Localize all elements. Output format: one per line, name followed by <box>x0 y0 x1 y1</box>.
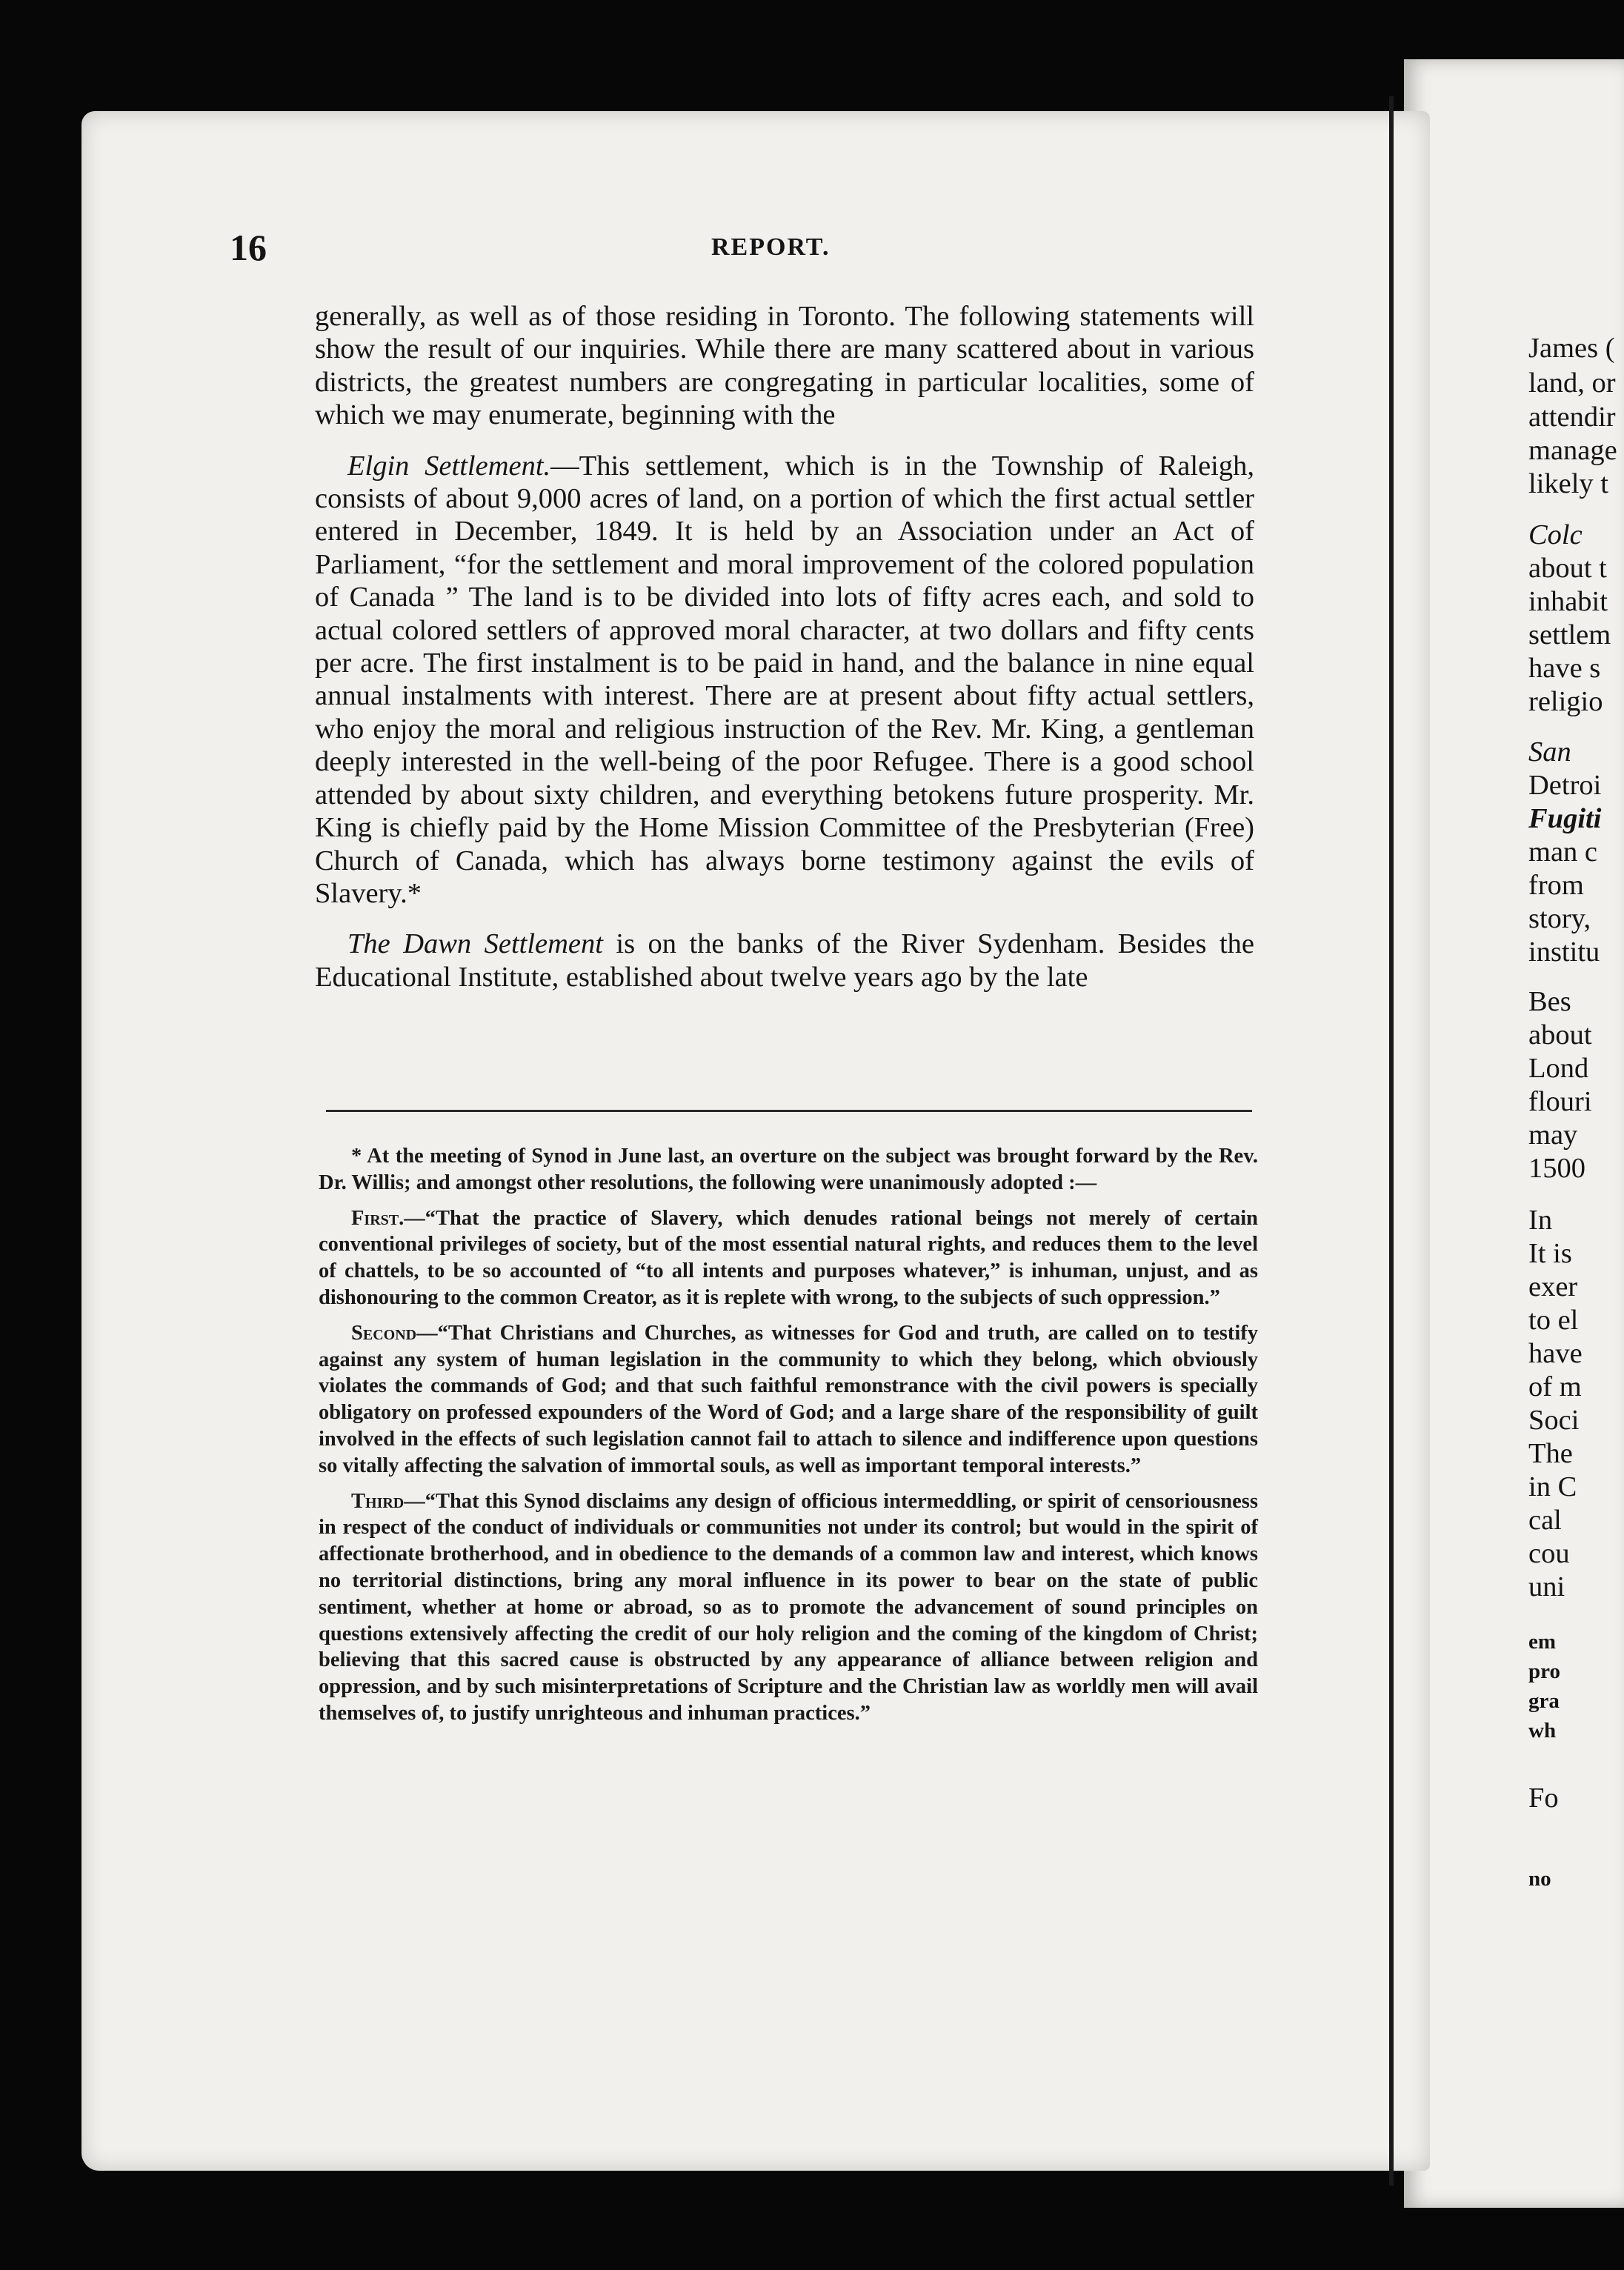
facing-page-line: It is <box>1528 1238 1572 1269</box>
facing-page-line: pro <box>1528 1660 1560 1683</box>
facing-page-line: The <box>1528 1438 1573 1469</box>
paragraph-elgin-settlement <box>315 450 1254 911</box>
dawn-settlement-heading: The Dawn Settlement <box>347 928 603 960</box>
facing-page-line: may <box>1528 1119 1578 1151</box>
facing-page-line: Soci <box>1528 1405 1580 1436</box>
footnote-rule <box>326 1110 1252 1112</box>
dawn-settlement-text: is on the banks of the River Sydenham. Besides the Educational Institute, established about twelve years ago by the late <box>315 928 1254 993</box>
facing-page-line: likely t <box>1528 468 1608 499</box>
facing-page-line: San <box>1528 736 1571 768</box>
facing-page-line: uni <box>1528 1571 1565 1602</box>
resolution-third-text: —“That this Synod disclaims any design of officious intermeddling, or spirit of censoriousness in respect of the conduct of individuals or communities not under its control; but would in the spirit of affectionate brotherhood, and in obedience to the demands of a common law and interest, which knows no territorial distinctions, bring any moral influence in its power to bear on the state of public sentiment, whether at home or abroad, so as to promote the advancement of sound principles on questions extensively affecting the credit of our holy religion and the coming of the kingdom of Christ; believing that this sacred cause is obstructed by any appearance of alliance between religion and oppression, and by such misinterpretations of Scripture and the Christian law as worldly men will avail themselves of, to justify unrighteous and inhuman practices.” <box>319 1489 1258 1725</box>
paragraph-intro <box>315 300 1254 432</box>
facing-page-line: of m <box>1528 1371 1582 1402</box>
paragraph-dawn-settlement <box>315 928 1254 993</box>
footnote-resolution-third <box>319 1488 1258 1727</box>
facing-page-line: cou <box>1528 1538 1570 1569</box>
paragraph-intro-text: generally, as well as of those residing in Toronto. The following statements will show the result of our inquiries. While there are many scattered about in various districts, the greatest numbers are congregating in particular localities, some of which we may enumerate, beginning with the <box>315 301 1254 431</box>
facing-page-line: Colc <box>1528 519 1583 550</box>
footnote-intro <box>319 1143 1258 1196</box>
facing-page-line: attendir <box>1528 402 1616 433</box>
facing-page-line: have s <box>1528 653 1601 684</box>
facing-page-line: religio <box>1528 686 1603 717</box>
facing-page-line: 1500 <box>1528 1153 1585 1184</box>
facing-page-line: inhabit <box>1528 586 1608 617</box>
elgin-settlement-text: —This settlement, which is in the Township of Raleigh, consists of about 9,000 acres of land, on a portion of which the first actual settler entered in December, 1849. It is held by an Association under an Act of Parliament, “for the settlement and moral improvement of the colored population of Canada ” The land is to be divided into lots of fifty acres each, and sold to actual colored settlers of approved moral character, at two dollars and fifty cents per acre. The first instalment is to be paid in hand, and the balance in nine equal annual instalments with interest. There are at present about fifty actual settlers, who enjoy the moral and religious instruction of the Rev. Mr. King, a gentleman deeply interested in the well-being of the poor Refugee. There is a good school attended by about sixty children, and everything betokens future prosperity. Mr. King is chiefly paid by the Home Mission Committee of the Presbyterian (Free) Church of Canada, which has always borne testimony against the evils of Slavery.* <box>315 450 1254 909</box>
facing-page-line: wh <box>1528 1719 1557 1743</box>
facing-page-line: man c <box>1528 836 1597 868</box>
footnote <box>319 1143 1258 1727</box>
facing-page-line: gra <box>1528 1689 1560 1713</box>
page-header <box>230 226 1267 293</box>
facing-page-line: exer <box>1528 1271 1578 1302</box>
facing-page-line: flouri <box>1528 1086 1592 1117</box>
footnote-resolution-second <box>319 1320 1258 1480</box>
resolution-first-label: First. <box>351 1206 405 1230</box>
facing-page-line: cal <box>1528 1505 1562 1536</box>
facing-page-line: James ( <box>1528 333 1615 364</box>
facing-page-line: Fo <box>1528 1783 1559 1814</box>
facing-page-line: Detroi <box>1528 770 1602 801</box>
facing-page-line: em <box>1528 1630 1557 1654</box>
facing-page-line: manage <box>1528 435 1617 466</box>
facing-page-line: from <box>1528 870 1584 901</box>
facing-page-line: about <box>1528 1019 1592 1051</box>
page-number: 16 <box>230 227 267 268</box>
facing-page-line: institu <box>1528 936 1600 968</box>
facing-page-line: Bes <box>1528 986 1571 1017</box>
facing-page-line: about t <box>1528 553 1607 584</box>
facing-page-line: Fugiti <box>1528 803 1602 834</box>
page-gutter <box>1389 96 1394 2186</box>
footnote-intro-text: * At the meeting of Synod in June last, an overture on the subject was brought forward by the Rev. Dr. Willis; and amongst other resolutions, the following were unanimously adopted :— <box>319 1145 1258 1194</box>
facing-page-line: In <box>1528 1205 1553 1236</box>
footnote-resolution-first <box>319 1205 1258 1311</box>
facing-page-line: story, <box>1528 903 1591 934</box>
resolution-second-label: Second <box>351 1321 417 1345</box>
resolution-third-label: Third <box>351 1489 405 1513</box>
elgin-settlement-heading: Elgin Settlement. <box>347 450 551 482</box>
facing-page-line: settlem <box>1528 619 1611 650</box>
resolution-second-text: —“That Christians and Churches, as witnesses for God and truth, are called on to testify against any system of human legislation in the community to which they belong, which obviously violates the commands of God; and that such faithful remonstrance with the civil powers is specially obligatory on professed expounders of the Word of God; and a large share of the responsibility of guilt involved in the effects of such legislation cannot fail to attach to silence and indifference upon questions so vitally affecting the salvation of immortal souls, as well as important temporal interests.” <box>319 1321 1258 1477</box>
body-text <box>315 300 1254 993</box>
resolution-first-text: —“That the practice of Slavery, which denudes rational beings not merely of certain conventional privileges of society, but of the most essential natural rights, and reduces them to the level of chattels, to be so accounted of “to all intents and purposes whatever,” is inhuman, unjust, and as dishonouring to the common Creator, as it is replete with wrong, to the subjects of such oppression.” <box>319 1206 1258 1309</box>
facing-page-line: in C <box>1528 1471 1577 1502</box>
facing-page-line: to el <box>1528 1305 1579 1336</box>
facing-page-line: no <box>1528 1867 1551 1891</box>
facing-page-line: Lond <box>1528 1053 1589 1084</box>
running-head: REPORT. <box>711 233 831 261</box>
facing-page-text <box>1528 0 1624 2270</box>
facing-page-line: have <box>1528 1338 1583 1369</box>
facing-page-line: land, or <box>1528 367 1616 399</box>
